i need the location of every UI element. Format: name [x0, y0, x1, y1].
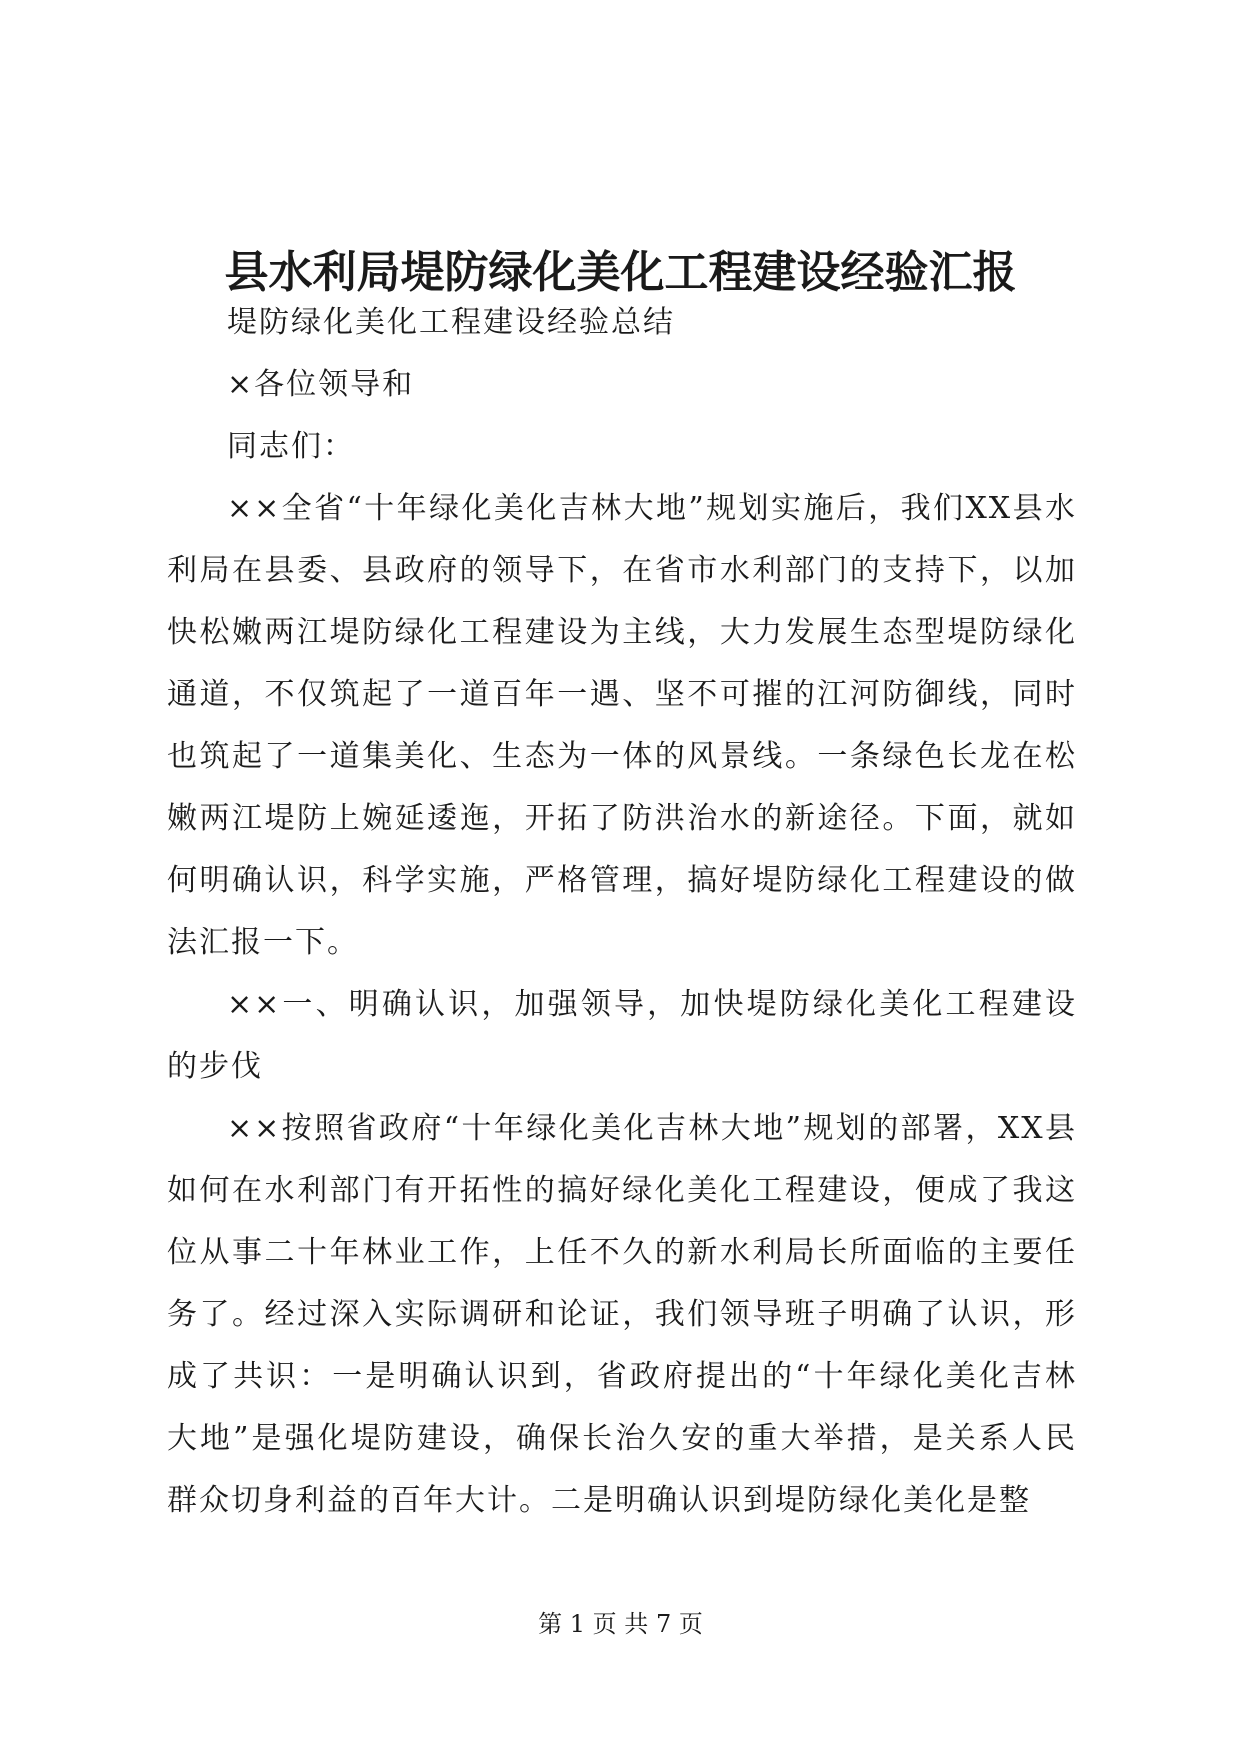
section-body-paragraph: ××按照省政府“十年绿化美化吉林大地”规划的部署，XX县如何在水利部门有开拓性的搞好绿化美化工程建设，便成了我这位从事二十年林业工作，上任不久的新水利局长所面临的主要任务了。经过深入实际调研和论证，我们领导班子明确了认识，形成了共识：一是明确认识到，省政府提出的“十年绿化美化吉林大地”是强化堤防建设，确保长治久安的重大举措，是关系人民群众切身利益的百年大计。二是明确认识到堤防绿化美化是整: [167, 1111, 1077, 1518]
intro-paragraph: ××全省“十年绿化美化吉林大地”规划实施后，我们XX县水利局在县委、县政府的领导下，在省市水利部门的支持下，以加快松嫩两江堤防绿化工程建设为主线，大力发展生态型堤防绿化通道，不仅筑起了一道百年一遇、坚不可摧的江河防御线，同时也筑起了一道集美化、生态为一体的风景线。一条绿色长龙在松嫩两江堤防上婉延逶迤，开拓了防洪治水的新途径。下面，就如何明确认识，科学实施，严格管理，搞好堤防绿化工程建设的做法汇报一下。: [167, 491, 1077, 960]
document-body: [167, 292, 1077, 1532]
salutation-continued-paragraph: 同志们：: [227, 429, 355, 464]
page-footer: 第 1 页 共 7 页: [538, 1610, 703, 1638]
section-heading-paragraph: ××一、明确认识，加强领导，加快堤防绿化美化工程建设的步伐: [167, 987, 1077, 1084]
salutation-paragraph: ×各位领导和: [227, 367, 415, 402]
subtitle-paragraph: 堤防绿化美化工程建设经验总结: [227, 305, 675, 340]
document-title: 县水利局堤防绿化美化工程建设经验汇报: [224, 247, 1017, 299]
